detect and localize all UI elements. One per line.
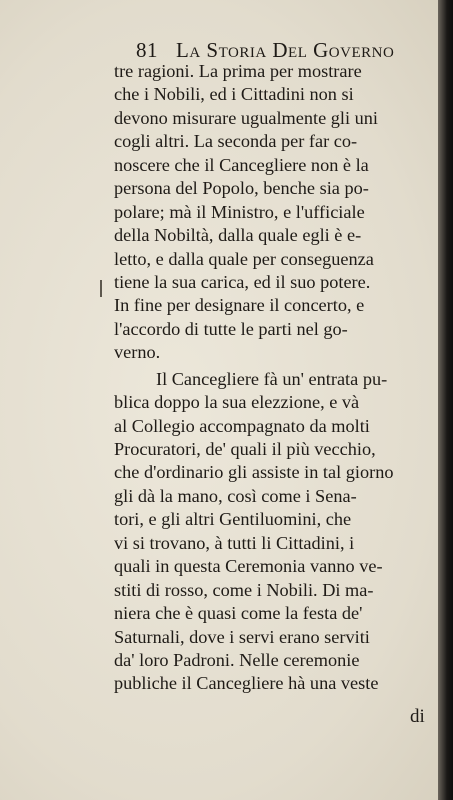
running-title: La Storia Del Governo xyxy=(176,38,395,62)
text-line: della Nobiltà, dalla quale egli è e- xyxy=(114,225,362,246)
text-line: tori, e gli altri Gentiluomini, che xyxy=(114,509,352,530)
text-line: vi si trovano, à tutti li Cittadini, i xyxy=(114,532,355,553)
text-line: publiche il Cancegliere hà una veste xyxy=(114,673,379,694)
text-line: noscere che il Cancegliere non è la xyxy=(114,154,369,175)
text-line: persona del Popolo, benche sia po- xyxy=(114,178,369,199)
text-line: verno. xyxy=(114,342,161,363)
text-line: che i Nobili, ed i Cittadini non si xyxy=(114,84,354,105)
text-line: Procuratori, de' quali il più vecchio, xyxy=(114,439,376,459)
text-line: cogli altri. La seconda per far co- xyxy=(114,131,358,152)
text-line: In fine per designare il concerto, e xyxy=(114,295,365,316)
text-line: devono misurare ugualmente gli uni xyxy=(114,107,378,128)
text-line: letto, e dalla quale per conseguenza xyxy=(114,248,374,269)
text-line: tre ragioni. La prima per mostrare xyxy=(114,61,362,81)
paragraph-start-line: Il Cancegliere fà un' entrata pu- xyxy=(156,368,388,389)
text-line: che d'ordinario gli assiste in tal giorno xyxy=(114,462,394,483)
margin-mark xyxy=(100,280,102,297)
text-line: al Collegio accompagnato da molti xyxy=(114,415,370,436)
text-line: niera che è quasi come la festa de' xyxy=(114,603,363,624)
text-line: polare; mà il Ministro, e l'ufficiale xyxy=(114,201,365,222)
page-number: 81 xyxy=(136,38,158,62)
text-body xyxy=(114,60,436,696)
text-line: quali in questa Ceremonia vanno ve- xyxy=(114,556,383,577)
catchword: di xyxy=(410,706,425,727)
text-line: blica doppo la sua elezzione, e và xyxy=(114,392,360,413)
text-line: stiti di rosso, come i Nobili. Di ma- xyxy=(114,579,374,600)
text-line: gli dà la mano, così come i Sena- xyxy=(114,485,357,506)
book-gutter-edge xyxy=(438,0,453,800)
text-line: Saturnali, dove i servi erano serviti xyxy=(114,626,370,647)
text-line: da' loro Padroni. Nelle ceremonie xyxy=(114,649,360,670)
text-line: tiene la sua carica, ed il suo potere. xyxy=(114,271,371,292)
text-line: l'accordo di tutte le parti nel go- xyxy=(114,318,348,339)
